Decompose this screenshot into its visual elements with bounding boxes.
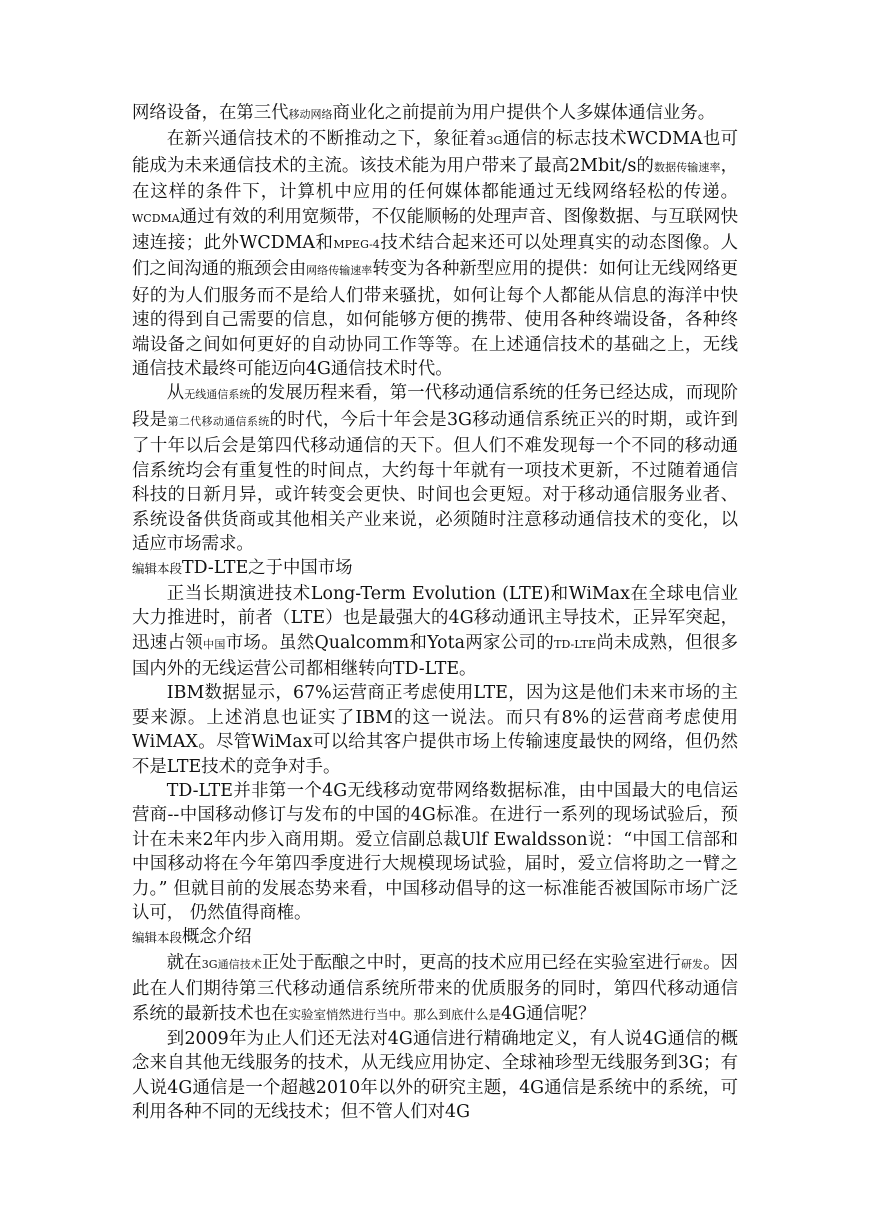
edit-section-marker: 编辑本段	[132, 930, 183, 946]
section-heading	[132, 925, 738, 950]
text-run: 研发	[680, 957, 704, 971]
text-run: 。因此在人们期待第三代移动通信系统所带来的优质服务的同时，第四代移动通信系统的最新技术也在	[132, 952, 738, 1024]
text-run: 网络传输速率	[306, 264, 373, 278]
text-run: 实验室悄然进行当中。那么到底什么是	[288, 1006, 502, 1022]
text-run: TD-LTE并非第一个4G无线移动宽带网络数据标准，由中国最大的电信运营商--中国移动修订与发布的中国的4G标准。在进行一系列的现场试验后，预计在未来2年内步入商用期。爱立信副总裁Ulf Ewaldsson说：“中国工信部和中国移动将在今年第四季度进行大规模现场试验，届时，爱立信将助之一臂之力。” 但就目前的发展态势来看，中国移动倡导的这一标准能否被国际市场广泛认可， 仍然值得商榷。	[132, 780, 738, 923]
paragraph	[132, 1027, 738, 1125]
text-run: 转变为各种新型应用的提供：如何让无线网络更好的为人们服务而不是给人们带来骚扰，如何让每个人都能从信息的海洋中快速的得到自己需要的信息，如何能够方便的携带、使用各种终端设备，各种终端设备之间如何更好的自动协同工作等等。在上述通信技术的基础之上，无线通信技术最终可能迈向4G通信技术时代。	[132, 259, 738, 380]
text-run: 到2009年为止人们还无法对4G通信进行精确地定义，有人说4G通信的概念来自其他无线服务的技术，从无线应用协定、全球袖珍型无线服务到3G；有人说4G通信是一个超越2010年以外的研究主题，4G通信是系统中的系统，可利用各种不同的无线技术；但不管人们对4G	[132, 1029, 738, 1123]
text-run: 通过有效的利用宽频带，不仅能顺畅的处理声音、图像数据、与互联网快速连接；此外WCDMA和	[132, 206, 738, 254]
paragraph	[132, 779, 738, 925]
text-run: ，在这样的条件下，计算机中应用的任何媒体都能通过无线网络轻松的传递。	[132, 155, 738, 203]
edit-section-marker: 编辑本段	[132, 561, 183, 577]
text-run: 的时代，今后十年会是3G移动通信系统正兴的时期，或许到了十年以后会是第四代移动通信的天下。但人们不难发现每一个不同的移动通信系统均会有重复性的时间点，大约每十年就有一项技术更新，不过随着通信科技的日新月异，或许转变会更快、时间也会更短。对于移动通信服务业者、系统设备供货商或其他相关产业来说，必须随时注意移动通信技术的变化，以适应市场需求。	[132, 409, 738, 554]
text-run: IBM数据显示，67%运营商正考虑使用LTE，因为这是他们未来市场的主要来源。上述消息也证实了IBM的这一说法。而只有8%的运营商考虑使用WiMAX。尽管WiMax可以给其客户提供市场上传输速度最快的网络，但仍然不是LTE技术的竞争对手。	[132, 683, 738, 777]
paragraph	[132, 381, 738, 556]
text-run: 在新兴通信技术的不断推动之下，象征着	[166, 129, 487, 150]
text-run: 数据传输速率	[654, 160, 721, 174]
paragraph	[132, 681, 738, 779]
section-title: 概念介绍	[182, 927, 252, 948]
text-run: 的发展历程来看，第一代移动通信系统的任务已经达成，而现阶段是	[132, 383, 738, 430]
paragraph	[132, 127, 738, 381]
text-run: 市场。虽然Qualcomm和Yota两家公司的	[225, 632, 555, 653]
text-run: TD-LTE	[554, 637, 596, 651]
text-run: 就在	[166, 952, 202, 973]
text-run: 网络设备，在第三代	[132, 103, 289, 123]
text-run: WCDMA	[132, 211, 180, 225]
paragraph	[132, 951, 738, 1027]
document-body	[132, 101, 738, 1125]
text-run: 通信的标志技术WCDMA也可能成为未来通信技术的主流。该技术能为用户带来了最高2Mbit/s的	[132, 129, 738, 176]
section-title: TD-LTE之于中国市场	[182, 558, 353, 579]
text-run: 3G通信技术	[201, 957, 262, 971]
text-run: 移动网络	[288, 108, 333, 121]
section-heading	[132, 556, 738, 581]
paragraph	[132, 101, 738, 127]
text-run: 尚未成熟，但很多国内外的无线运营公司都相继转向TD-LTE。	[132, 632, 738, 679]
paragraph	[132, 582, 738, 682]
text-run: 4G通信呢？	[501, 1003, 596, 1024]
text-run: 无线通信系统	[184, 388, 251, 402]
text-run: 正当长期演进技术Long-Term Evolution (LTE)和WiMax在全球电信业大力推进时，前者（LTE）也是最强大的4G移动通讯主导技术，正异军突起，迅速占领	[132, 583, 738, 653]
text-run: MPEG-4	[333, 238, 380, 252]
text-run: 技术结合起来还可以处理真实的动态图像。人们之间沟通的瓶颈会由	[132, 233, 738, 280]
text-run: 中国	[203, 637, 226, 651]
text-run: 第二代移动通信系统	[167, 414, 270, 428]
text-run: 商业化之前提前为用户提供个人多媒体通信业务。	[332, 103, 716, 123]
text-run: 3G	[486, 134, 503, 148]
text-run: 正处于酝酿之中时，更高的技术应用已经在实验室进行	[261, 952, 681, 973]
text-run: 从	[166, 383, 185, 404]
